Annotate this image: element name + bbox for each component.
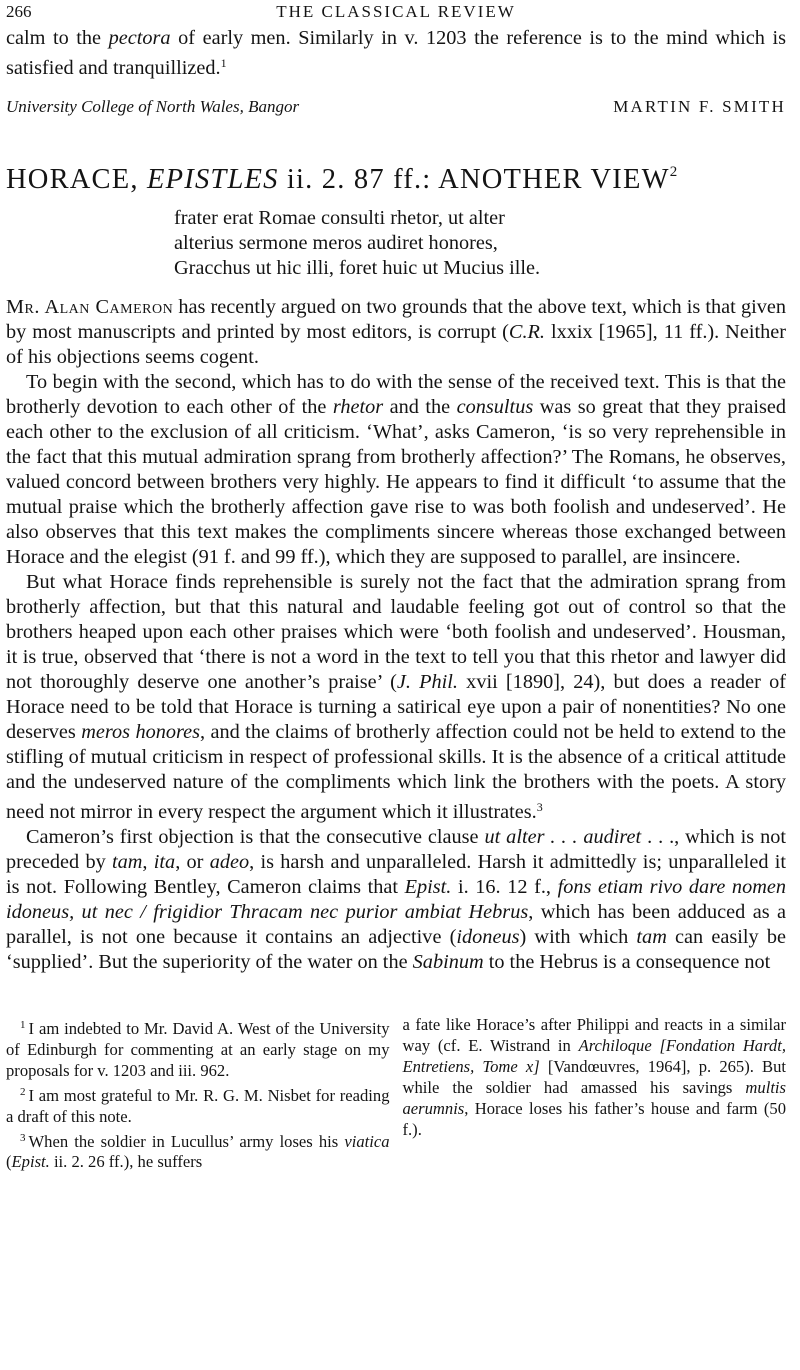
verse-line: alterius sermone meros audiret honores, xyxy=(174,232,498,254)
verse-line: Gracchus ut hic illi, foret huic ut Mucius ille. xyxy=(174,257,541,279)
footnote-ref-1[interactable]: 1 xyxy=(220,56,227,70)
paragraph: Mr. Alan Cameron has recently argued on two grounds that the above text, which is that given by most manuscripts and printed by most editors, is corrupt (C.R. lxxix [1965], 11 ff.). Neither of his objections seems cogent. xyxy=(6,296,787,368)
paragraph: Cameron’s first objection is that the consecutive clause ut alter . . . audiret . . ., which is not preceded by tam, ita, or adeo, is harsh and unparalleled. Harsh it admittedly is; unparalleled it is not. Following Bentley, Cameron claims that Epist. i. 16. 12 f., fons etiam rivo dare nomen idoneus, ut nec / frigidior Thracam nec purior ambiat Hebrus, which has been adduced as a parallel, is not one because it contains an adjective (idoneus) with which tam can easily be ‘supplied’. But the superiority of the water on the Sabinum to the Hebrus is a consequence not xyxy=(6,826,787,973)
footnote-3-continued: a fate like Horace’s after Philippi and reacts in a similar way (cf. E. Wistrand in Archiloque [Fondation Hardt, Entretiens, Tome x] [Vandœuvres, 1964], p. 265). But while the soldier had amassed his savings multis aerumnis, Horace loses his father’s house and farm (50 f.). xyxy=(402,1015,786,1139)
footnote-1: $^1$ I am indebted to Mr. David A. West of the University of Edinburgh for commenting at an early stage on my proposals for v. 1203 and iii. 962. xyxy=(6,1019,390,1080)
footnote-3: $^3$ When the soldier in Lucullus’ army loses his viatica (Epist. ii. 2. 26 ff.), he suffers xyxy=(6,1131,390,1172)
footnote-2: $^2$ I am most grateful to Mr. R. G. M. Nisbet for reading a draft of this note. xyxy=(6,1085,390,1126)
page-number: 266 xyxy=(6,2,32,21)
article-body xyxy=(6,295,786,975)
footnotes-left-column xyxy=(6,1015,390,1173)
verse-quotation xyxy=(174,206,786,281)
footnotes xyxy=(6,1015,786,1173)
paragraph: But what Horace finds reprehensible is surely not the fact that the admiration sprang from brotherly affection, but that this natural and laudable feeling got out of control so that the brothers heaped upon each other praises which were ‘both foolish and undeserved’. Housman, it is true, observed that ‘there is not a word in the text to tell you that this rhetor and lawyer did not thoroughly deserve one another’s praise’ (J. Phil. xvii [1890], 24), but does a reader of Horace need to be told that Horace is turning a satirical eye upon a pair of nonentities? No one deserves meros honores, and the claims of brotherly affection could not be held to extend to the stifling of mutual criticism in respect of professional skills. It is the absence of a critical attitude and the undeserved nature of the compliments which link the brothers with the poets. A story need not mirror in every respect the argument which it illustrates.$^3$ xyxy=(6,571,786,823)
carryover-text: calm to the pectora of early men. Similarly in v. 1203 the reference is to the mind which is satisfied and tranquillized.$^1$ xyxy=(6,27,786,79)
journal-title: THE CLASSICAL REVIEW xyxy=(276,2,516,21)
article-title: HORACE, EPISTLES ii. 2. 87 ff.: ANOTHER VIEW$^2$ xyxy=(6,164,678,195)
footnotes-right-column xyxy=(403,1015,787,1173)
verse-line: frater erat Romae consulti rhetor, ut alter xyxy=(174,207,505,229)
signature xyxy=(6,97,786,121)
footnote-ref-2[interactable]: 2 xyxy=(669,164,678,180)
footnote-ref-3[interactable]: 3 xyxy=(536,800,543,814)
running-head xyxy=(6,0,786,26)
paragraph: To begin with the second, which has to do with the sense of the received text. This is that the brotherly devotion to each other of the rhetor and the consultus was so great that they praised each other to the exclusion of all criticism. ‘What’, asks Cameron, ‘is so very reprehensible in the fact that this mutual admiration sprang from brotherly affection?’ The Romans, he observes, valued concord between brothers very highly. He appears to find it difficult ‘to assume that the mutual praise which the brotherly affection gave rise to was both foolish and undeserved’. He also observes that this text makes the compliments sincere whereas those exchanged between Horace and the elegist (91 f. and 99 ff.), which they are supposed to parallel, are insincere. xyxy=(6,371,786,568)
author-name: MARTIN F. SMITH xyxy=(613,97,786,116)
author-affiliation: University College of North Wales, Bangor xyxy=(6,97,300,116)
